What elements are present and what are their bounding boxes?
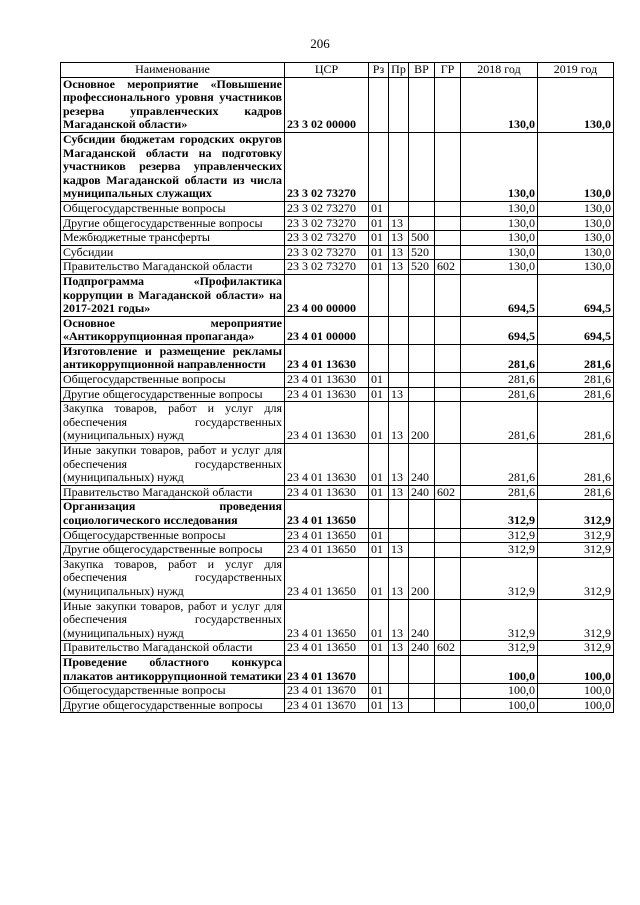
row-csr: 23 4 01 13630	[285, 344, 369, 372]
row-csr: 23 4 01 13670	[285, 684, 369, 699]
col-header-name: Наименование	[61, 63, 285, 78]
table-row	[61, 316, 614, 344]
row-vr	[409, 528, 435, 543]
row-pr	[389, 132, 409, 201]
row-csr: 23 3 02 73270	[285, 260, 369, 275]
row-2019: 694,5	[538, 316, 614, 344]
row-2018: 281,6	[461, 344, 538, 372]
row-csr: 23 4 01 13650	[285, 557, 369, 599]
row-gr	[435, 216, 461, 231]
row-2019: 312,9	[538, 599, 614, 641]
row-pr: 13	[389, 543, 409, 558]
row-gr	[435, 231, 461, 246]
col-header-gr: ГР	[435, 63, 461, 78]
row-2019: 281,6	[538, 402, 614, 444]
row-pr: 13	[389, 641, 409, 656]
row-csr: 23 4 01 13650	[285, 500, 369, 528]
row-csr: 23 4 01 13630	[285, 402, 369, 444]
row-2019: 130,0	[538, 245, 614, 260]
row-name: Правительство Магаданской области	[61, 485, 285, 500]
row-pr: 13	[389, 485, 409, 500]
row-name: Правительство Магаданской области	[61, 641, 285, 656]
row-2019: 281,6	[538, 485, 614, 500]
table-row	[61, 245, 614, 260]
row-2019: 130,0	[538, 132, 614, 201]
row-csr: 23 4 01 13650	[285, 641, 369, 656]
row-name: Общегосударственные вопросы	[61, 373, 285, 388]
row-name: Субсидии	[61, 245, 285, 260]
row-gr	[435, 344, 461, 372]
row-csr: 23 4 01 13630	[285, 444, 369, 486]
row-2018: 312,9	[461, 557, 538, 599]
row-pr: 13	[389, 599, 409, 641]
row-2019: 312,9	[538, 543, 614, 558]
row-gr	[435, 387, 461, 402]
table-row	[61, 260, 614, 275]
row-2019: 130,0	[538, 201, 614, 216]
row-name: Иные закупки товаров, работ и услуг для обеспечения государственных (муниципальных) нужд	[61, 599, 285, 641]
row-vr: 520	[409, 260, 435, 275]
page-number: 206	[310, 36, 330, 51]
row-2019: 130,0	[538, 260, 614, 275]
col-header-pr: Пр	[389, 63, 409, 78]
row-2018: 281,6	[461, 444, 538, 486]
table-row	[61, 500, 614, 528]
row-rz: 01	[369, 231, 389, 246]
table-row	[61, 641, 614, 656]
row-2019: 100,0	[538, 698, 614, 713]
row-name: Другие общегосударственные вопросы	[61, 216, 285, 231]
row-name: Основное мероприятие «Антикоррупционная пропаганда»	[61, 316, 285, 344]
row-vr: 240	[409, 641, 435, 656]
row-csr: 23 4 01 13630	[285, 387, 369, 402]
row-rz	[369, 655, 389, 683]
row-vr	[409, 387, 435, 402]
row-csr: 23 3 02 73270	[285, 231, 369, 246]
row-2018: 312,9	[461, 543, 538, 558]
row-vr	[409, 132, 435, 201]
row-rz: 01	[369, 260, 389, 275]
table-row	[61, 132, 614, 201]
row-csr: 23 3 02 00000	[285, 77, 369, 132]
table-row	[61, 698, 614, 713]
row-2018: 100,0	[461, 684, 538, 699]
row-pr: 13	[389, 698, 409, 713]
row-vr	[409, 344, 435, 372]
row-csr: 23 4 01 13630	[285, 485, 369, 500]
row-pr	[389, 528, 409, 543]
row-csr: 23 3 02 73270	[285, 132, 369, 201]
row-csr: 23 4 01 13670	[285, 698, 369, 713]
row-pr	[389, 655, 409, 683]
row-2018: 281,6	[461, 402, 538, 444]
row-rz	[369, 344, 389, 372]
row-pr	[389, 316, 409, 344]
row-name: Основное мероприятие «Повышение профессионального уровня участников резерва управленческих кадров Магаданской области»	[61, 77, 285, 132]
row-2019: 130,0	[538, 231, 614, 246]
row-2019: 312,9	[538, 557, 614, 599]
row-2019: 312,9	[538, 641, 614, 656]
row-rz: 01	[369, 216, 389, 231]
row-gr	[435, 655, 461, 683]
row-gr	[435, 132, 461, 201]
row-csr: 23 4 01 13650	[285, 599, 369, 641]
row-rz: 01	[369, 557, 389, 599]
row-pr	[389, 684, 409, 699]
row-gr	[435, 201, 461, 216]
row-rz: 01	[369, 528, 389, 543]
row-gr	[435, 599, 461, 641]
row-rz: 01	[369, 698, 389, 713]
row-2018: 281,6	[461, 373, 538, 388]
col-header-csr: ЦСР	[285, 63, 369, 78]
table-row	[61, 528, 614, 543]
row-name: Другие общегосударственные вопросы	[61, 543, 285, 558]
row-2018: 130,0	[461, 77, 538, 132]
row-2019: 281,6	[538, 344, 614, 372]
table-row	[61, 684, 614, 699]
row-rz: 01	[369, 402, 389, 444]
table-header	[61, 63, 614, 78]
table-row	[61, 543, 614, 558]
row-2018: 281,6	[461, 485, 538, 500]
row-pr	[389, 77, 409, 132]
table-row	[61, 344, 614, 372]
row-csr: 23 4 01 13630	[285, 373, 369, 388]
row-2018: 694,5	[461, 274, 538, 316]
row-vr: 200	[409, 557, 435, 599]
row-2019: 281,6	[538, 444, 614, 486]
row-rz: 01	[369, 387, 389, 402]
row-name: Проведение областного конкурса плакатов антикоррупционной тематики	[61, 655, 285, 683]
row-csr: 23 4 01 00000	[285, 316, 369, 344]
row-2019: 130,0	[538, 216, 614, 231]
row-gr	[435, 528, 461, 543]
row-pr: 13	[389, 245, 409, 260]
row-vr: 240	[409, 485, 435, 500]
row-2019: 312,9	[538, 528, 614, 543]
row-vr	[409, 543, 435, 558]
row-2019: 100,0	[538, 684, 614, 699]
table-row	[61, 557, 614, 599]
row-vr: 500	[409, 231, 435, 246]
row-name: Другие общегосударственные вопросы	[61, 387, 285, 402]
col-header-2018: 2018 год	[461, 63, 538, 78]
row-vr	[409, 201, 435, 216]
row-gr	[435, 402, 461, 444]
row-vr: 200	[409, 402, 435, 444]
row-2019: 312,9	[538, 500, 614, 528]
row-2018: 130,0	[461, 231, 538, 246]
row-pr: 13	[389, 444, 409, 486]
row-vr	[409, 500, 435, 528]
row-name: Закупка товаров, работ и услуг для обеспечения государственных (муниципальных) нужд	[61, 402, 285, 444]
row-name: Общегосударственные вопросы	[61, 201, 285, 216]
table-row	[61, 373, 614, 388]
row-gr	[435, 316, 461, 344]
row-vr: 240	[409, 444, 435, 486]
row-2018: 130,0	[461, 201, 538, 216]
row-2018: 130,0	[461, 132, 538, 201]
row-csr: 23 3 02 73270	[285, 201, 369, 216]
row-gr	[435, 698, 461, 713]
row-csr: 23 4 01 13670	[285, 655, 369, 683]
row-rz	[369, 132, 389, 201]
row-gr	[435, 77, 461, 132]
row-pr: 13	[389, 402, 409, 444]
row-name: Правительство Магаданской области	[61, 260, 285, 275]
row-rz: 01	[369, 201, 389, 216]
row-2018: 312,9	[461, 599, 538, 641]
row-vr	[409, 698, 435, 713]
row-2018: 130,0	[461, 260, 538, 275]
row-csr: 23 3 02 73270	[285, 216, 369, 231]
row-vr	[409, 684, 435, 699]
row-gr	[435, 557, 461, 599]
row-2018: 100,0	[461, 655, 538, 683]
col-header-vr: ВР	[409, 63, 435, 78]
row-rz	[369, 500, 389, 528]
row-vr	[409, 216, 435, 231]
row-rz: 01	[369, 485, 389, 500]
row-name: Подпрограмма «Профилактика коррупции в Магаданской области» на 2017-2021 годы»	[61, 274, 285, 316]
row-gr: 602	[435, 641, 461, 656]
row-2018: 130,0	[461, 245, 538, 260]
row-gr	[435, 373, 461, 388]
row-pr: 13	[389, 231, 409, 246]
row-pr	[389, 373, 409, 388]
row-name: Закупка товаров, работ и услуг для обеспечения государственных (муниципальных) нужд	[61, 557, 285, 599]
row-gr	[435, 274, 461, 316]
table-row	[61, 231, 614, 246]
row-name: Межбюджетные трансферты	[61, 231, 285, 246]
table-row	[61, 387, 614, 402]
row-pr	[389, 201, 409, 216]
row-2018: 312,9	[461, 641, 538, 656]
row-gr	[435, 500, 461, 528]
row-2018: 312,9	[461, 500, 538, 528]
row-pr	[389, 274, 409, 316]
row-2018: 130,0	[461, 216, 538, 231]
row-gr: 602	[435, 260, 461, 275]
table-row	[61, 655, 614, 683]
row-name: Общегосударственные вопросы	[61, 684, 285, 699]
row-gr	[435, 444, 461, 486]
row-gr	[435, 684, 461, 699]
row-pr: 13	[389, 216, 409, 231]
row-2019: 694,5	[538, 274, 614, 316]
col-header-2019: 2019 год	[538, 63, 614, 78]
budget-table	[60, 62, 614, 713]
row-name: Субсидии бюджетам городских округов Магаданской области на подготовку участников резерва управленческих кадров Магаданской области из числа муниципальных служащих	[61, 132, 285, 201]
row-name: Организация проведения социологического исследования	[61, 500, 285, 528]
row-pr: 13	[389, 260, 409, 275]
table-row	[61, 402, 614, 444]
row-csr: 23 4 01 13650	[285, 528, 369, 543]
row-pr	[389, 344, 409, 372]
row-csr: 23 3 02 73270	[285, 245, 369, 260]
row-gr: 602	[435, 485, 461, 500]
table-row	[61, 485, 614, 500]
row-2018: 694,5	[461, 316, 538, 344]
row-2019: 281,6	[538, 373, 614, 388]
row-vr	[409, 373, 435, 388]
table-row	[61, 201, 614, 216]
row-2018: 312,9	[461, 528, 538, 543]
row-csr: 23 4 01 13650	[285, 543, 369, 558]
row-vr	[409, 274, 435, 316]
row-rz: 01	[369, 373, 389, 388]
row-rz: 01	[369, 543, 389, 558]
row-rz: 01	[369, 245, 389, 260]
row-rz	[369, 274, 389, 316]
row-name: Изготовление и размещение рекламы антикоррупционной направленности	[61, 344, 285, 372]
table-row	[61, 216, 614, 231]
row-name: Общегосударственные вопросы	[61, 528, 285, 543]
row-2019: 100,0	[538, 655, 614, 683]
row-2019: 130,0	[538, 77, 614, 132]
row-gr	[435, 245, 461, 260]
row-2018: 100,0	[461, 698, 538, 713]
table-row	[61, 599, 614, 641]
row-rz	[369, 77, 389, 132]
row-rz: 01	[369, 444, 389, 486]
row-name: Иные закупки товаров, работ и услуг для обеспечения государственных (муниципальных) нужд	[61, 444, 285, 486]
row-vr	[409, 316, 435, 344]
row-name: Другие общегосударственные вопросы	[61, 698, 285, 713]
row-vr: 240	[409, 599, 435, 641]
row-pr: 13	[389, 387, 409, 402]
row-pr: 13	[389, 557, 409, 599]
row-csr: 23 4 00 00000	[285, 274, 369, 316]
row-rz: 01	[369, 641, 389, 656]
table-row	[61, 444, 614, 486]
row-rz	[369, 316, 389, 344]
row-2018: 281,6	[461, 387, 538, 402]
row-2019: 281,6	[538, 387, 614, 402]
row-pr	[389, 500, 409, 528]
row-rz: 01	[369, 684, 389, 699]
table-row	[61, 274, 614, 316]
table-row	[61, 77, 614, 132]
row-vr	[409, 77, 435, 132]
row-rz: 01	[369, 599, 389, 641]
row-vr	[409, 655, 435, 683]
col-header-rz: Рз	[369, 63, 389, 78]
row-gr	[435, 543, 461, 558]
row-vr: 520	[409, 245, 435, 260]
